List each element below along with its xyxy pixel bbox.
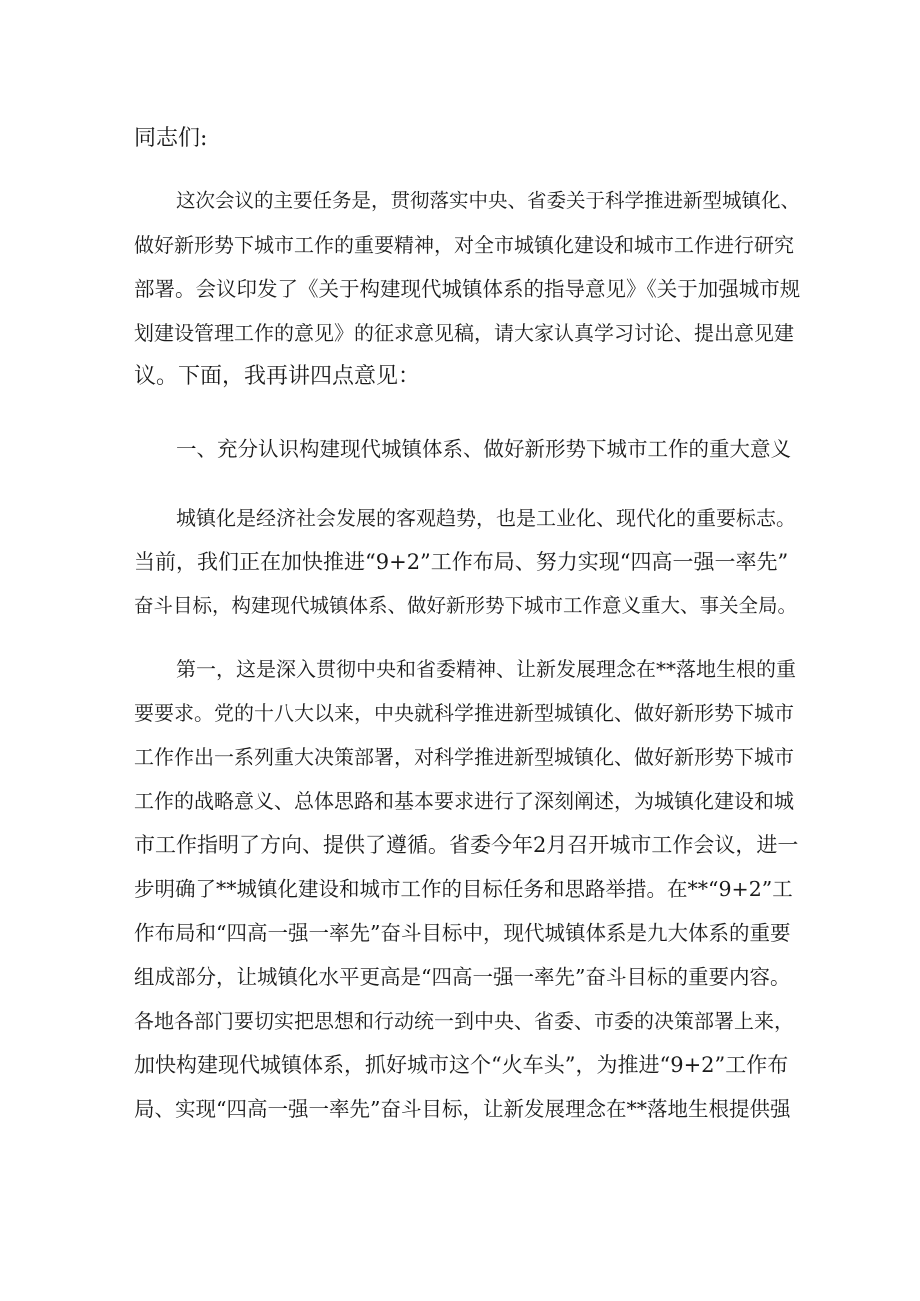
paragraph-1-line-2: 做好新形势下城市工作的重要精神，对全市城镇化建设和城市工作进行研究	[134, 233, 794, 257]
section-heading-1: 一、充分认识构建现代城镇体系、做好新形势下城市工作的重大意义	[176, 437, 791, 461]
paragraph-3-line-5: 市工作指明了方向、提供了遵循。省委今年2月召开城市工作会议，进一	[134, 833, 799, 857]
paragraph-3-line-11: 局、实现“四高一强一率先”奋斗目标，让新发展理念在**落地生根提供强	[134, 1097, 791, 1121]
paragraph-3-line-4: 工作的战略意义、总体思路和基本要求进行了深刻阐述，为城镇化建设和城	[134, 789, 794, 813]
paragraph-1-line-5: 议。下面，我再讲四点意见：	[134, 364, 421, 389]
paragraph-3-line-3: 工作作出一系列重大决策部署，对科学推进新型城镇化、做好新形势下城市	[134, 745, 794, 769]
paragraph-3-line-6: 步明确了**城镇化建设和城市工作的目标任务和思路举措。在**“9+2”工	[134, 877, 793, 901]
paragraph-2-line-1: 城镇化是经济社会发展的客观趋势，也是工业化、现代化的重要标志。	[176, 506, 796, 530]
paragraph-1-line-4: 划建设管理工作的意见》的征求意见稿，请大家认真学习讨论、提出意见建	[134, 321, 794, 345]
paragraph-2-line-2: 当前，我们正在加快推进“9+2”工作布局、努力实现“四高一强一率先”	[134, 550, 789, 574]
paragraph-3-line-9: 各地各部门要切实把思想和行动统一到中央、省委、市委的决策部署上来，	[134, 1009, 794, 1033]
salutation: 同志们:	[134, 126, 208, 151]
paragraph-3-line-7: 作布局和“四高一强一率先”奋斗目标中，现代城镇体系是九大体系的重要	[134, 921, 791, 945]
paragraph-3-line-1: 第一，这是深入贯彻中央和省委精神、让新发展理念在**落地生根的重	[176, 657, 796, 681]
paragraph-3-line-2: 要要求。党的十八大以来，中央就科学推进新型城镇化、做好新形势下城市	[134, 701, 794, 725]
paragraph-2-line-3: 奋斗目标，构建现代城镇体系、做好新形势下城市工作意义重大、事关全局。	[134, 594, 798, 617]
paragraph-1-line-3: 部署。会议印发了《关于构建现代城镇体系的指导意见》《关于加强城市规	[134, 277, 801, 301]
paragraph-1-line-1: 这次会议的主要任务是，贯彻落实中央、省委关于科学推进新型城镇化、	[176, 189, 801, 212]
paragraph-3-line-10: 加快构建现代城镇体系，抓好城市这个“火车头”，为推进“9+2”工作布	[134, 1053, 789, 1077]
paragraph-3-line-8: 组成部分，让城镇化水平更高是“四高一强一率先”奋斗目标的重要内容。	[134, 965, 791, 989]
